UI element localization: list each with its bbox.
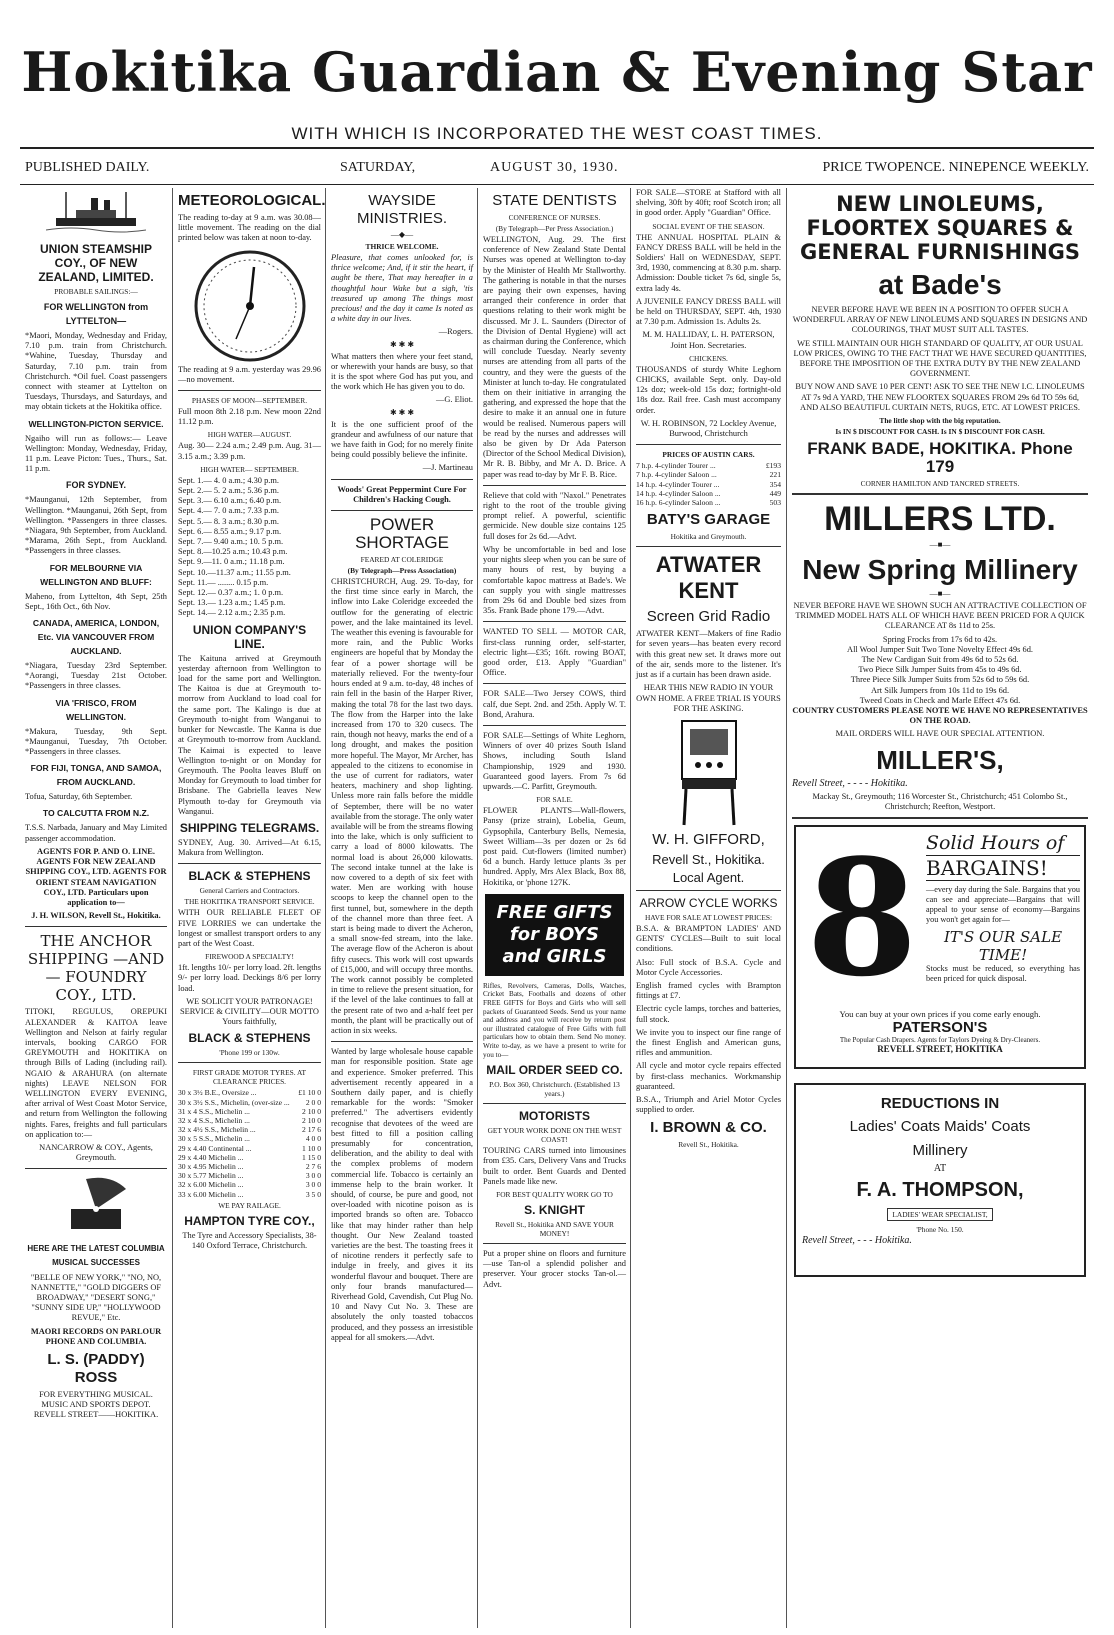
millers-country: COUNTRY CUSTOMERS PLEASE NOTE WE HAVE NO REPRESENTATIVES ON THE ROAD. (792, 706, 1088, 726)
gramophone-icon (25, 1174, 167, 1237)
gifford-address: Revell St., Hokitika. (652, 851, 765, 867)
telegrams-text: SYDNEY, Aug. 30. Arrived—At 6.15, Makura from Wellington. (178, 837, 321, 858)
table-row (178, 1116, 321, 1125)
eliot-text: What matters then where your feet stand, or wherewith your hands are busy, so that it is the spot where God has put you, and the work which He has given you to do. (331, 351, 473, 392)
mail-order: MAIL ORDER SEED CO. (486, 1063, 623, 1078)
tyres-table (178, 1088, 321, 1198)
chickens-sign: W. H. ROBINSON, 72 Lockley Avenue, Burwood, Christchurch (640, 418, 777, 439)
tyre-size: 32 x 4 S.S., Michelin ... (178, 1115, 250, 1125)
patronage-text: WE SOLICIT YOUR PATRONAGE! SERVICE & CIVILITY—OUR MOTTO Yours faithfully, (180, 996, 319, 1027)
hw-sep-row: Sept. 2.— 5. 2 a.m.; 5.36 p.m. (178, 486, 279, 496)
table-row (178, 1180, 321, 1189)
firewood-heading: FIREWOOD A SPECIALTY! (205, 952, 294, 962)
tyre-size: 29 x 4.40 Continental ... (178, 1143, 252, 1153)
barometer-dial-icon (178, 247, 321, 365)
hw-sep-row: Sept. 8.—10.25 a.m.; 10.43 p.m. (178, 547, 288, 557)
frisco-heading: VIA 'FRISCO, FROM WELLINGTON. (55, 697, 137, 722)
car-model: 14 h.p. 4-cylinder Tourer ... (636, 479, 720, 489)
anchor-agent: NANCARROW & COY., Agents, Greymouth. (39, 1142, 153, 1163)
column-1 (20, 188, 172, 1628)
wanted-text: WANTED TO SELL — MOTOR CAR, first-class running order, self-starter, electric light—£35; 16ft. rowing BOAT, good order, £13. Apply "Guardian" Office. (483, 627, 626, 678)
tyre-size: 30 x 3½ B.E., Oversize ... (178, 1088, 257, 1098)
patersons-buy: You can buy at your own prices if you come early enough. (839, 1009, 1041, 1020)
chickens-text: THOUSANDS of sturdy White Leghorn CHICKS, available Sept. only. Day-old 12s doz; week-old 15s doz; fortnight-old 18s doz. Rail free. Cash must accompany order. (636, 364, 781, 415)
ross-name: L. S. (PADDY) ROSS (47, 1350, 145, 1386)
patersons-bargains: BARGAINS! (926, 855, 1080, 881)
table-row (178, 1098, 321, 1107)
gifford-name: W. H. GIFFORD, (652, 830, 765, 848)
martineau: —J. Martineau (422, 463, 473, 473)
brampton-text: English framed cycles with Brampton fittings at £7. (636, 980, 781, 1001)
tyre-price: 3 0 0 (305, 1171, 321, 1181)
ornament: —■— (929, 589, 951, 599)
music-list: "BELLE OF NEW YORK," "NO, NO, NANNETTE," "GOLD DIGGERS OF BROADWAY," "DESERT SONG," "SUNNY SIDE UP," "HOLLYWOOD REVUE," Etc. (30, 1272, 162, 1323)
knight-address: Revell St., Hokitika AND SAVE YOUR MONEY! (495, 1219, 614, 1238)
for-sale-heading: FOR SALE. (536, 795, 573, 805)
juvenile-text: A JUVENILE FANCY DRESS BALL will be held on THURSDAY, SEPT. 4th, 1930 at 7.30 p.m. Admission 1s. Adults 2s. (636, 296, 781, 327)
tyre-size: 29 x 4.40 Michelin ... (178, 1152, 244, 1162)
picton-heading: WELLINGTON-PICTON SERVICE. (28, 418, 164, 429)
cows-text: FOR SALE—Two Jersey COWS, third calf, due Sept. 2nd. and 25th. Apply W. T. Bond, Arahura. (483, 689, 626, 719)
car-price: £193 (765, 461, 781, 471)
phases-text: Full moon 8th 2.18 p.m. New moon 22nd 11.12 p.m. (178, 407, 321, 427)
weekday: SATURDAY, (340, 160, 416, 175)
store-text: FOR SALE—STORE at Stafford with all shelving, 30ft by 40ft; roof Scotch iron; all in good order. Apply "Guardian" Office. (636, 188, 781, 218)
meteorological-heading: METEOROLOGICAL. (178, 192, 326, 209)
picton-text: Ngaiho will run as follows:— Leave Wellington: Monday, Wednesday, Friday, 11 p.m. Leave Picton: Tues., Thurs., Sat. 11 p.m. (25, 433, 167, 474)
bades-heading: NEW LINOLEUMS, FLOORTEX SQUARES & GENERAL FURNISHINGS (799, 192, 1081, 264)
patersons-address: REVELL STREET, HOKITIKA (877, 1044, 1003, 1055)
list-item: Tweed Coats in Check and Marle Effect 47s 6d. (859, 695, 1021, 705)
thompson-street: Revell Street, - - - Hokitika. (802, 1235, 912, 1247)
canada-text: *Niagara, Tuesday 23rd September. *Aorangi, Tuesday 21st October. *Passengers in three classes. (25, 661, 167, 691)
hw-sep-row: Sept. 5.— 8. 3 a.m.; 8.30 p.m. (178, 516, 279, 526)
tyre-size: 30 x 5.77 Michelin ... (178, 1171, 244, 1181)
arrow-cycle-works: ARROW CYCLE WORKS (639, 895, 778, 910)
hw-sep-row: Sept. 13.— 1.23 a.m.; 1.45 p.m. (178, 598, 286, 608)
bsa-text: B.S.A. & BRAMPTON LADIES' AND GENTS' CYCLES—Built to suit local conditions. (636, 923, 781, 954)
atwater-sub: Screen Grid Radio (646, 608, 771, 626)
lamps-text: Electric cycle lamps, torches and batteries, full stock. (636, 1004, 781, 1024)
power-heading: POWER SHORTAGE (355, 515, 449, 553)
thompson-heading: REDUCTIONS IN (880, 1095, 1000, 1113)
ball-text: THE ANNUAL HOSPITAL PLAIN & FANCY DRESS BALL will be held in the Soldiers' Hall on WEDNESDAY, SEPT. 3rd, 1930, commencing at 8.30 p.m. sharp. Admission: Double ticket 7s 6d, single 5s, extra lady 4s. (636, 232, 781, 293)
arrow-sub: HAVE FOR SALE AT LOWEST PRICES: (644, 912, 773, 922)
tyre-size: 31 x 4 S.S., Michelin ... (178, 1106, 250, 1116)
dentists-sub: CONFERENCE OF NURSES. (508, 213, 601, 222)
divider (483, 683, 626, 684)
woods-ad: Woods' Great Peppermint Cure For Children's Hacking Cough. (337, 484, 467, 504)
bades-discount: Is IN $ DISCOUNT FOR CASH. Is IN $ DISCOUNT FOR CASH. (835, 427, 1045, 437)
union-line-heading: UNION COMPANY'S LINE. (192, 622, 307, 651)
table-row (178, 1144, 321, 1153)
table-row (178, 1153, 321, 1162)
hw-aug-text: Aug. 30— 2.24 a.m.; 2.49 p.m. Aug. 31— 3.15 a.m.; 3.39 p.m. (178, 441, 321, 461)
column-6 (786, 188, 1094, 1628)
tyre-price: 3 0 0 (305, 1180, 321, 1190)
patersons-text: —every day during the Sale. Bargains that you can see and appreciate—Bargains that will appeal to your sense of economy—Bargains you won't get again for— (926, 885, 1080, 925)
thompson-role: LADIES' WEAR SPECIALIST, (887, 1208, 992, 1221)
free-gifts-banner (485, 894, 624, 976)
met-text-2: The reading at 9 a.m. yesterday was 29.96—no movement. (178, 364, 321, 384)
tyre-size: 32 x 4½ S.S., Michelin ... (178, 1125, 256, 1135)
leghorn-text: FOR SALE—Settings of White Leghorn, Winners of over 40 prizes South Island Shows, including South Island Championship, 1929 and 1930. Guaranteed good layers. From 7s 6d upwards.—C. Parfitt, Greymouth. (483, 730, 626, 791)
free-gifts-text: Rifles, Revolvers, Cameras, Dolls, Watches, Cricket Bats, Footballs and dozens of other FREE GIFTS for Boys and Girls who will sell packets of Guaranteed Seeds. Send us your name and address and you will receive by return post our illustrated catalogue of Free Gifts with full particulars how to obtain them. Send No money. Write to-day, as we have a present to write for you to— (483, 981, 626, 1059)
naxol-text: Relieve that cold with "Naxol." Penetrates right to the root of the trouble giving prompt relief. A powerful, scientific germicide. New double size contains 125 full doses for 2s 6d.—Advt. (483, 490, 626, 541)
table-row (178, 1162, 321, 1171)
patersons-name: PATERSON'S (892, 1019, 988, 1037)
table-row (178, 1088, 321, 1097)
poem-text: Pleasure, that comes unlooked for, is thrice welcome; And, if it stir the heart, if aught be there, That may hereafter in a thoughtful hour Wake but a sigh, 'tis treasured up among The things most precious! and the day it came Is noted as a white day in our lives. (331, 253, 473, 324)
bades-little-shop: The little shop with the big reputation. (879, 416, 1001, 426)
divider (483, 621, 626, 622)
ball-sign: M. M. HALLIDAY, L. H. PATERSON, Joint Hon. Secretaries. (642, 330, 775, 350)
tyres-heading: FIRST GRADE MOTOR TYRES. AT CLEARANCE PRICES. (192, 1068, 307, 1087)
fiji-heading: FOR FIJI, TONGA, AND SAMOA, FROM AUCKLAND. (30, 763, 162, 788)
agents-text: AGENTS FOR P. AND O. LINE. AGENTS FOR NEW ZEALAND SHIPPING COY., LTD. AGENTS FOR ORIENT STEAM NAVIGATION COY., LTD. Particulars upon application to— (25, 846, 167, 907)
divider (331, 510, 473, 511)
patersons-hours: Solid Hours of (926, 832, 1065, 855)
bsa-stock: Also: Full stock of B.S.A. Cycle and Motor Cycle Accessories. (636, 957, 781, 977)
motorists-sub: GET YOUR WORK DONE ON THE WEST COAST! (487, 1126, 622, 1145)
music-sub: MAORI RECORDS ON PARLOUR PHONE AND COLUMBIA. (30, 1326, 162, 1346)
masthead-title: Hokitika Guardian & Evening Star (21, 40, 1093, 104)
masthead-subtitle: WITH WHICH IS INCORPORATED THE WEST COAST TIMES. (291, 124, 823, 143)
knight-name: S. KNIGHT (524, 1202, 585, 1217)
issue-date: AUGUST 30, 1930. (490, 160, 619, 175)
free-gifts-title: FREE GIFTS for BOYS and GIRLS (496, 901, 613, 967)
ornament: ✱ ✱ ✱ (389, 339, 415, 349)
bades-at: at Bade's (878, 269, 1002, 300)
list-item: The New Cardigan Suit from 49s 6d to 52s 6d. (861, 655, 1019, 665)
atwater-hear: HEAR THIS NEW RADIO IN YOUR OWN HOME. A FREE TRIAL IS YOURS FOR THE ASKING. (636, 683, 781, 713)
tyre-price: 2 10 0 (302, 1115, 321, 1125)
millers-sub: New Spring Millinery (802, 554, 1078, 586)
car-model: 7 h.p. 4-cylinder Tourer ... (636, 461, 716, 471)
column-4 (478, 188, 631, 1628)
column-5 (631, 188, 786, 1628)
millers-branches: Mackay St., Greymouth; 116 Worcester St., Christchurch; 451 Colombo St., Christchurch; Reefton, Westport. (812, 791, 1068, 812)
knight-lead: FOR BEST QUALITY WORK GO TO (496, 1189, 613, 1199)
power-telegraph: (By Telegraph—Press Association) (347, 566, 457, 576)
brown-name: I. BROWN & CO. (650, 1119, 767, 1137)
dentists-heading: STATE DENTISTS (492, 192, 617, 209)
tyre-price: 2 7 6 (305, 1161, 321, 1171)
wayside-heading: WAYSIDE MINISTRIES. (356, 192, 447, 227)
table-row (636, 489, 781, 498)
usc-title: UNION STEAMSHIP COY., OF NEW ZEALAND, LIMITED. (38, 242, 154, 284)
wellington-heading: FOR WELLINGTON from LYTTELTON— (43, 302, 149, 326)
frisco-text: *Makura, Tuesday, 9th Sept. *Maunganui, Tuesday, 7th October. *Passengers in three classes. (25, 726, 167, 757)
anchor-text: TITOKI, REGULUS, OREPUKI ALEXANDER & KAITOA leave Wellington and Nelson at fairly regular intervals, booking CARGO FOR GREYMOUTH and HOKITIKA on through Bills of Lading (including rail). NGAIO & ARAHURA (on alternate nights) LEAVE NELSON FOR WELLINGTON EVERY EVENING, after arrival of West Coast Motor Service, and return from Wellington the following nights. Fares, freights and full particulars on application to:— (25, 1007, 167, 1139)
hw-sep-row: Sept. 4.— 7. 0 a.m.; 7.33 p.m. (178, 506, 279, 516)
black-stephens-heading: BLACK & STEPHENS (188, 869, 311, 884)
probable-sailings: PROBABLE SAILINGS:— (54, 287, 138, 296)
car-model: 14 h.p. 4-cylinder Saloon ... (636, 488, 721, 498)
ornament: —■— (929, 540, 951, 550)
divider (331, 1041, 473, 1042)
hw-sep-row: Sept. 12.— 0.37 a.m.; 1. 0 p.m. (178, 588, 284, 598)
batys-sub: Hokitika and Greymouth. (670, 532, 747, 542)
ross-text: FOR EVERYTHING MUSICAL. MUSIC AND SPORTS DEPOT. REVELL STREET——HOKITIKA. (33, 1389, 159, 1420)
car-price: 221 (769, 470, 781, 480)
table-row (178, 1134, 321, 1143)
table-row (636, 470, 781, 479)
divider (792, 493, 1088, 495)
table-row (178, 1190, 321, 1199)
tyre-price: 3 5 0 (305, 1189, 321, 1199)
martineau-text: It is the one sufficient proof of the grandeur and awfulness of our nature that we have faith in God; for no merely finite being could possibly believe the infinite. (331, 419, 473, 460)
agent-name: J. H. WILSON, Revell St., Hokitika. (31, 911, 161, 921)
tyre-price: 2 10 0 (302, 1106, 321, 1116)
dentists-text: WELLINGTON, Aug. 29. The first conference of New Zealand State Dental Nurses was opened at Wellington to-day by the Minister of Health Mr Stallworthy. The gathering is notable in that the nurses are paying their own expenses, having arranged their conference in order that questions relating to their work might be discussed. Mr J. L. Saunders (Director of the Division of Dental Hygiene) will act as chairman during the Conference, which will conclude Tuesday. Nearly seventy nurses are attending from all parts of the country, and they were the guests of the Minister at lunch to-day. He congratulated them on their initiative in arranging the gathering, and expressed the hope that the desire to make it an annual one in future would be realised. Numerous papers will be read by the nurses and addresses will also be given by Dr Ada Paterson (Director of the School Medical Division), Mr R. B. Bibby, and Mr A. D. Brice. A paper was read to-day by Mr F. B. Rice. (483, 235, 626, 479)
dentists-telegraph: (By Telegraph—Per Press Association.) (495, 224, 614, 233)
car-price: 503 (769, 498, 781, 508)
divider (483, 1103, 626, 1104)
radio-cabinet-icon (636, 717, 781, 827)
hw-sep-row: Sept. 11.— ........ 0.15 p.m. (178, 577, 269, 587)
tyre-size: 30 x 5 S.S., Michelin ... (178, 1134, 250, 1144)
hw-sep-row: Sept. 7.— 9.40 a.m.; 10. 5 p.m. (178, 537, 284, 547)
divider (25, 926, 167, 927)
divider (25, 1168, 167, 1169)
tyre-price: 1 15 0 (302, 1152, 321, 1162)
divider (636, 546, 781, 547)
table-row (178, 1125, 321, 1134)
anchor-title: THE ANCHOR SHIPPING —AND— FOUNDRY COY., LTD. (27, 932, 165, 1005)
wellington-text: *Maori, Monday, Wednesday and Friday, 7.10 p.m. train from Christchurch. *Wahine, Tuesday, Thursday and Saturday, 7.10 p.m. train from Christchurch. *Oil fuel. Coast passengers connect with steamer at Lyttelton on Tuesdays, Thursdays, and Saturdays, and may obtain tickets at the Hokitika office. (25, 331, 167, 412)
eight-numeral: 8 (806, 824, 918, 1013)
black-stephens-text: WITH OUR RELIABLE FLEET OF FIVE LORRIES we can undertake the longest or smallest transport orders to any part of the West Coast. (178, 908, 321, 948)
gifford-role: Local Agent. (672, 869, 745, 885)
power-sub: FEARED AT COLERIDGE (360, 555, 444, 565)
list-item: All Wool Jumper Suit Two Tone Novelty Effect 49s 6d. (847, 644, 1033, 654)
patersons-stocks: Stocks must be reduced, so everything has been priced for quick disposal. (926, 964, 1080, 984)
sydney-text: *Maunganui, 12th September, from Wellington. *Maunganui, 26th Sept, from Wellington. *Passengers in three classes. *Niagara, 9th September, from Auckland. *Marama, 26th Sept., from Auckland. *Passengers in three classes. (25, 495, 167, 556)
atwater-text: ATWATER KENT—Makers of fine Radio for seven years—has beaten every record with this great new set. It draws more out of the air, sends more to the listener. It's just as if a curtain has been drawn aside. (636, 629, 781, 680)
dateline-rule (20, 184, 1094, 185)
tyre-price: 1 10 0 (302, 1143, 321, 1153)
melbourne-heading: FOR MELBOURNE VIA WELLINGTON AND BLUFF: (40, 562, 152, 587)
tyre-price: £1 10 0 (298, 1088, 321, 1098)
thompson-at: AT (933, 1163, 947, 1175)
tyre-size: 33 x 6.00 Michelin ... (178, 1189, 244, 1199)
car-model: 16 h.p. 6-cylinder Saloon ... (636, 498, 721, 508)
price: PRICE TWOPENCE. NINEPENCE WEEKLY. (822, 160, 1089, 175)
bedding-text: Why be uncomfortable in bed and lose your nights sleep when you can be sure of many hours of rest, by buying a comfortable kapoc mattress at Bade's. We can supply you with single mattresses from 29s 6d and Double bed sizes from 35s. Frank Bade phone 179.—Advt. (483, 544, 626, 616)
black-stephens-sub: General Carriers and Contractors. (199, 886, 300, 896)
brown-address: Revell St., Hokitika. (678, 1140, 739, 1150)
hw-sep-row: Sept. 14.— 2.12 a.m.; 2.35 p.m. (178, 608, 286, 618)
hampton-name: HAMPTON TYRE COY., (184, 1213, 315, 1228)
hw-sep-row: Sept. 1.— 4. 0 a.m.; 4.30 p.m. (178, 475, 279, 485)
thompson-name: F. A. THOMPSON, (856, 1179, 1024, 1202)
hw-sep-list (178, 476, 321, 619)
bades-text-2: WE STILL MAINTAIN OUR HIGH STANDARD OF QUALITY, AT OUR USUAL LOW PRICES, OWING TO THE FACT THAT WE HAVE SECURED QUANTITIES, BEFORE THE IMPOSITION OF THE EXTRA DUTY BY THE NEW ZEALAND GOVERNMENT. (793, 338, 1087, 379)
motorists-text: TOURING CARS turned into limousines from £35. Cars, Delivery Vans and Trucks built to order. Bent Guards and Dented Panels made like new. (483, 1146, 626, 1186)
list-item: Two Piece Silk Jumper Suits from 45s to 49s 6d. (858, 665, 1022, 675)
austin-heading: PRICES OF AUSTIN CARS. (662, 450, 755, 460)
patersons-ad (794, 825, 1086, 1069)
table-row (178, 1171, 321, 1180)
divider (636, 444, 781, 445)
tyre-price: 4 0 0 (305, 1134, 321, 1144)
tyre-size: 30 x 3½ S.S., Michelin, (over-size ... (178, 1097, 290, 1107)
bades-address: CORNER HAMILTON AND TANCRED STREETS. (860, 479, 1020, 489)
austin-table (636, 461, 781, 507)
page-columns (20, 188, 1094, 1628)
social-heading: SOCIAL EVENT OF THE SEASON. (652, 221, 765, 231)
millers-text: NEVER BEFORE HAVE WE SHOWN SUCH AN ATTRACTIVE COLLECTION OF TRIMMED MODEL HATS ALL OF WHICH HAVE BEEN PRICED FOR A QUICK CLEARANCE AT 8s 11d to 25s. (793, 601, 1087, 631)
fiji-text: Tofua, Saturday, 6th September. (25, 792, 133, 802)
ariel-text: B.S.A., Triumph and Ariel Motor Cycles supplied to order. (636, 1094, 781, 1115)
divider (483, 485, 626, 486)
divider (636, 890, 781, 891)
rogers: —Rogers. (438, 327, 473, 337)
eliot: —G. Eliot. (436, 395, 473, 405)
masthead-rule (20, 147, 1094, 149)
hampton-text: The Tyre and Accessory Specialists, 38-140 Oxford Terrace, Christchurch. (182, 1230, 317, 1250)
column-2 (173, 188, 326, 1628)
atwater-heading: ATWATER KENT (655, 552, 762, 604)
table-row (178, 1107, 321, 1116)
millers-mail: MAIL ORDERS WILL HAVE OUR SPECIAL ATTENTION. (835, 729, 1045, 739)
batys-garage: BATY'S GARAGE (646, 511, 771, 529)
melbourne-text: Maheno, from Lyttelton, 4th Sept, 25th Sept., 16th Oct., 6th Nov. (25, 591, 167, 611)
divider (792, 817, 1088, 819)
table-row (636, 461, 781, 470)
firewood-text: 1ft. lengths 10/- per lorry load. 2ft. lengths 9/- per lorry load. Deckings 8/6 per lorry load. (178, 963, 321, 993)
power-text: CHRISTCHURCH, Aug. 29. To-day, for the first time since early in March, the inflow into Lake Coleridge exceeded the outflow for the generating of electric power, and the lake maintained its level. The weather this evening is favourable for more rain, and the Public Works engineers are hopeful that by Monday the fear of a power shortage will be materially relieved. For the twenty-four hours ended at 9 a.m. to-day, 48 inches of rain fell in the basin of the Harper River, making the total 78 for the last two days. The flow from the Harper into the lake increased from 170 to 320 cusecs. The rain, though not heavy, marks the end of a long drought, and makes the position more hopeful. The Mayor, Mr Archer, has appealed to the citizens to economise in the use of current for radiators, water heaters, machinery and shop lighting. Unless more rain falls before the middle of September, there will be no water available from the storage. The only water available will be from the streams flowing into the lake, which is only sufficient to carry a load of 8000 kilowatts. The normal load is about 26,000 kilowatts. The second intake tunnel at the lake is now covered to a depth of six feet with water. Men are working with house scoops to keep the channel open to the first tunnel, but, somewhere in the depth of the channel more than three feet. A start is being made to divert the Acheron, a small snow-fed stream, into the lake. The average flow of the Acheron is about fifty cusecs. This work will cost upwards of £15,000, and will occupy three months. The work cannot possibly be completed in time to relieve the present situation, for if the level of the lake continues to fall at the present rate of two and a-half feet per month, the plant will be practically out of action in six weeks. (331, 577, 473, 1035)
calcutta-heading: TO CALCUTTA FROM N.Z. (42, 808, 150, 819)
railage: WE PAY RAILAGE. (218, 1200, 281, 1210)
patersons-sale-time: IT'S OUR SALE TIME! (943, 928, 1063, 965)
car-model: 7 h.p. 4-cylinder Saloon ... (636, 470, 717, 480)
hw-sep-heading: HIGH WATER— SEPTEMBER. (200, 464, 299, 474)
dateline (20, 160, 1094, 182)
telegrams-heading: SHIPPING TELEGRAMS. (179, 820, 320, 835)
hw-aug-heading: HIGH WATER—AUGUST. (207, 430, 292, 440)
ornament: —◆— (390, 230, 414, 239)
bades-sign: FRANK BADE, HOKITIKA. Phone 179 (807, 439, 1073, 477)
divider (178, 390, 321, 391)
music-heading: HERE ARE THE LATEST COLUMBIA MUSICAL SUCCESSES (27, 1243, 165, 1267)
calcutta-text: T.S.S. Narbada, January and May Limited passenger accommodation. (25, 823, 167, 843)
steamship-icon (25, 188, 167, 238)
hw-sep-row: Sept. 9.—11. 0 a.m.; 11.18 p.m. (178, 557, 285, 567)
hw-sep-row: Sept. 10.—11.37 a.m.; 11.55 p.m. (178, 567, 291, 577)
column-3 (326, 188, 478, 1628)
thompson-phone: 'Phone No. 150. (916, 1225, 964, 1235)
divider (483, 1243, 626, 1244)
divider (331, 479, 473, 480)
black-stephens-sign: BLACK & STEPHENS (188, 1031, 311, 1046)
mail-order-address: P.O. Box 360, Christchurch. (Established 13 years.) (489, 1080, 620, 1099)
hw-sep-row: Sept. 6.— 8.55 a.m.; 9.17 p.m. (178, 526, 282, 536)
met-text-1: The reading to-day at 9 a.m. was 30.08—little movement. The reading on the dial printed below was taken at noon to-day. (178, 213, 321, 243)
car-price: 354 (769, 479, 781, 489)
tyre-size: 32 x 6.00 Michelin ... (178, 1180, 244, 1190)
patersons-desc: The Popular Cash Drapers. Agents for Taylors Dyeing & Dry-Cleaners. (839, 1036, 1041, 1045)
tyre-price: 2 0 0 (305, 1097, 321, 1107)
list-item: Spring Frocks from 17s 6d to 42s. (882, 634, 998, 644)
ornament: ✱ ✱ ✱ (389, 407, 415, 417)
millers-sign: MILLER'S, (876, 744, 1004, 775)
table-row (636, 498, 781, 507)
bades-text: NEVER BEFORE HAVE WE BEEN IN A POSITION TO OFFER SUCH A WONDERFUL ARRAY OF NEW LINOLEUMS AND SQUARES IN DESIGNS AND COLOURINGS, THAT MUST SUIT ALL TASTES. (792, 305, 1088, 335)
tanol-text: Put a proper shine on floors and furniture—use Tan-ol a splendid polisher and preserver. Your grocer stocks Tan-ol.—Advt. (483, 1248, 626, 1289)
divider (483, 725, 626, 726)
thompson-items: Ladies' Coats Maids' Coats (849, 1118, 1031, 1136)
table-row (636, 480, 781, 489)
sydney-heading: FOR SYDNEY. (65, 480, 126, 491)
transport-service: THE HOKITIKA TRANSPORT SERVICE. (184, 897, 315, 907)
millers-street: Revell Street, - - - - Hokitika. (792, 777, 908, 789)
list-item: Three Piece Silk Jumper Suits from 52s 6d to 59s 6d. (850, 675, 1030, 685)
published-daily: PUBLISHED DAILY. (25, 160, 150, 175)
thompson-millinery: Millinery (912, 1142, 968, 1160)
thompson-ad (794, 1083, 1086, 1277)
list-item: Art Silk Jumpers from 10s 11d to 19s 6d. (870, 685, 1010, 695)
tyre-price: 2 17 6 (302, 1125, 321, 1135)
union-line-text: The Kaituna arrived at Greymouth yesterday afternoon from Wellington to load for the same port and Wellington. The Kaitoa is due at Greymouth to-morrow from Auckland to load coal for the same port. The Kalingo is due at Greymouth to-night from Wanganui to bunker for Newcastle. The Kanna is due at Greymouth to-morrow from Auckland. The Kaimai is expected to leave Wellington to-night or on Monday for Greymouth. The Poolta leaves Bluff on Monday for Greymouth to load timber for Brisbane. The Gabriella leaves New Plymouth to-day for Greymouth via Wanganui. (178, 653, 321, 816)
hw-sep-row: Sept. 3.— 6.10 a.m.; 6.40 p.m. (178, 496, 282, 506)
black-stephens-phone: 'Phone 199 or 130w. (219, 1048, 280, 1058)
bades-buy: BUY NOW AND SAVE 10 PER CENT! ASK TO SEE THE NEW I.C. LINOLEUMS AT 7s 9d A YARD, THE NEW FLOORTEX SQUARES FROM 29s 6d TO 59s 6d, AND ALSO BEAUTIFUL CURTAIN NETS, RUGS, ETC. AT LOWEST PRICES. (795, 382, 1085, 412)
phases-heading: PHASES OF MOON—SEPTEMBER. (191, 396, 308, 406)
divider (178, 1062, 321, 1063)
thrice-welcome: THRICE WELCOME. (365, 242, 439, 251)
divider (178, 863, 321, 864)
millers-heading: MILLERS LTD. (824, 500, 1056, 539)
tyre-size: 30 x 4.95 Michelin ... (178, 1161, 244, 1171)
flower-text: FLOWER PLANTS—Wall-flowers, Pansy (prize strain), Lobelia, Geum, Gypsophila, Canterbury Bells, Nemesia, Sweet William—3s per dozen or 2s 6d post paid. Cut-flowers (limited number) 6d a bunch. Hardy lettuce plants 3s per hundred. Apply, Mrs Alex Black, Box 88, Hokitika, or 'phone 127K. (483, 806, 626, 887)
chickens-heading: CHICKENS. (689, 353, 728, 363)
millers-items (792, 635, 1088, 706)
invite-text: We invite you to inspect our fine range of the finest English and American guns, rifles and ammunition. (636, 1027, 781, 1058)
smoker-text: Wanted by large wholesale house capable man for responsible position. State age and experience. Smoker preferred. This advertisement recently appeared in a Southern daily paper, and is chiefly remarkable for the words: "Smoker preferred." The advertisers evidently recognise that devotees of the weed are best fitted to fill a position calling presumably for concentration, deliberation, and the ability to deal with the complex problems of modern commercial life. Tobacco is certainly an immense help to the brain worker. It should, of course, be pure and good, not over-loaded with nicotine poison as is imported brands so often are. Tobacco like that may hinder rather than help thought. Our New Zealand toasted varieties are the best. The toasting frees it of nicotine renders it perfectly safe to indulge in freely, and gives it its wonderful flavour and bouquet. There are only four brands manufactured—Riverhead Gold, Cavendish, Cut Plug No. 10 and Navy Cut No. 3. These are absolutely the only toasted tobaccos produced, and they possess an irresistible appeal for all smokers.—Advt. (331, 1047, 473, 1342)
car-price: 449 (769, 488, 781, 498)
motorists-heading: MOTORISTS (518, 1109, 591, 1124)
repairs-text: All cycle and motor cycle repairs effected by first-class mechanics. Workmanship guaranteed. (636, 1061, 781, 1091)
canada-heading: CANADA, AMERICA, LONDON, Etc. VIA VANCOUVER FROM AUCKLAND. (32, 618, 160, 657)
